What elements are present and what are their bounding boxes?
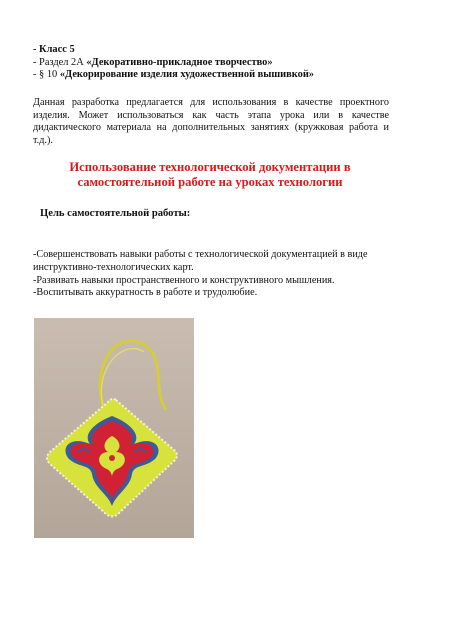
intro-paragraph: Данная разработка предлагается для использования в качестве проектного изделия. Может использоваться как часть этапа урока или в качестве дидактического материала на дополнительных занятиях (кружковая работа и т.д.). [33, 97, 389, 146]
red-heading-line2: самостоятельной работе на уроках технологии [77, 174, 343, 189]
goal-line: инструктивно-технологических карт. [33, 261, 194, 273]
section-line [33, 57, 314, 70]
goal-line: -Воспитывать аккуратность в работе и трудолюбие. [33, 287, 258, 299]
lesson-meta [33, 44, 314, 82]
red-heading [60, 160, 360, 189]
goal-heading: Цель самостоятельной работы: [40, 208, 191, 219]
section-prefix: - Раздел 2А [33, 56, 87, 68]
goal-line: -Развивать навыки пространственного и конструктивного мышления. [33, 274, 335, 286]
red-heading-line1: Использование технологической документации в [69, 160, 351, 174]
section-title: «Декоративно-прикладное творчество» [86, 56, 273, 68]
goal-line: -Совершенствовать навыки работы с технологической документацией в виде [33, 249, 368, 260]
goals-list [33, 249, 403, 300]
topic-title: «Декорирование изделия художественной вышивкой» [59, 69, 315, 80]
embroidery-photo [34, 318, 194, 538]
topic-prefix: - § 10 [33, 69, 60, 80]
class-line: - Класс 5 [33, 44, 75, 55]
topic-line [33, 69, 314, 82]
embroidered-pillow-image [34, 318, 194, 538]
